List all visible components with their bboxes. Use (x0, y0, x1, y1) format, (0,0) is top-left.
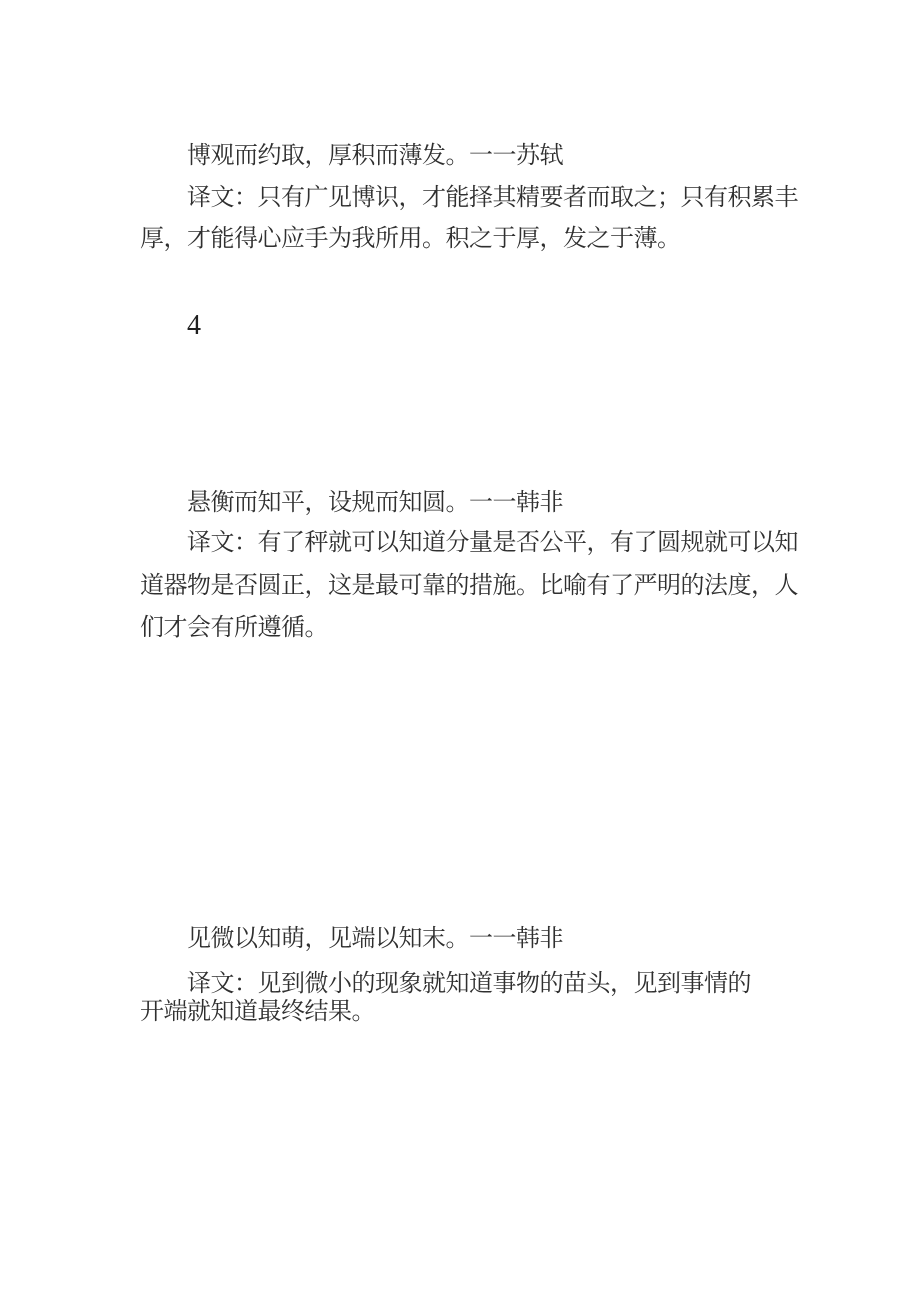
quote-line-sushi: 博观而约取，厚积而薄发。一一苏轼 (187, 143, 563, 169)
translation-line: 们才会有所遵循。 (140, 615, 328, 641)
quote-line-hanfei-2: 见微以知萌，见端以知末。一一韩非 (187, 926, 563, 952)
translation-line: 厚，才能得心应手为我所用。积之于厚，发之于薄。 (140, 226, 681, 252)
translation-line: 译文：有了秤就可以知道分量是否公平，有了圆规就可以知 (187, 530, 798, 556)
translation-line: 开端就知道最终结果。 (140, 999, 375, 1025)
translation-line: 译文：只有广见博识，才能择其精要者而取之；只有积累丰 (187, 185, 798, 211)
quote-line-hanfei-1: 悬衡而知平，设规而知圆。一一韩非 (187, 490, 563, 516)
translation-line: 译文：见到微小的现象就知道事物的苗头，见到事情的 (187, 971, 751, 997)
translation-line: 道器物是否圆正，这是最可靠的措施。比喻有了严明的法度，人 (140, 573, 798, 599)
page-number: 4 (187, 310, 201, 341)
